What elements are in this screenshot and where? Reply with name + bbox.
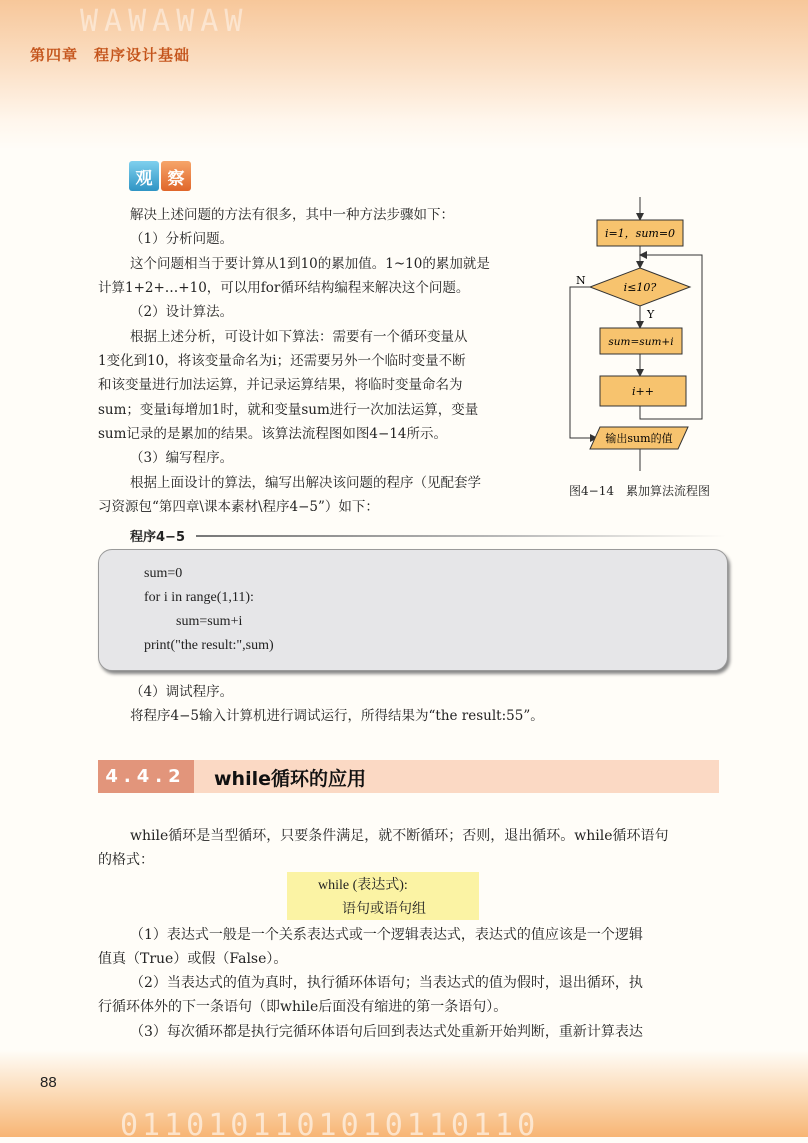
section-title: while循环的应用: [214, 768, 366, 790]
paragraph-line: （2）当表达式的值为真时，执行循环体语句；当表达式的值为假时，退出循环，执: [130, 975, 643, 991]
step-heading: （1）分析问题。: [130, 231, 234, 247]
paragraph-line: 解决上述问题的方法有很多，其中一种方法步骤如下：: [130, 207, 454, 223]
paragraph-line: sum记录的是累加的结果。该算法流程图如图4−14所示。: [98, 426, 448, 442]
flowchart-increment-text: i++: [632, 385, 654, 398]
header-decoration: WAWAWAW: [80, 4, 249, 39]
flowchart-sum-text: sum=sum+i: [608, 336, 674, 348]
step-heading: （3）编写程序。: [130, 450, 234, 466]
paragraph-line: 的格式：: [98, 852, 154, 868]
paragraph-line: 行循环体外的下一条语句（即while后面没有缩进的第一条语句）。: [98, 999, 508, 1015]
flowchart: [560, 195, 730, 480]
code-line: print("the result:",sum): [144, 638, 274, 653]
paragraph-line: 习资源包“第四章\课本素材\程序4−5”）如下：: [98, 499, 379, 515]
page-number: 88: [40, 1074, 57, 1091]
observe-badge-char-1: 观: [129, 161, 159, 191]
section-number: 4.4.2: [98, 760, 194, 793]
code-line: sum=sum+i: [176, 614, 243, 629]
syntax-line-1: while (表达式):: [318, 878, 408, 893]
observe-badge-char-2: 察: [161, 161, 191, 191]
observe-badge: [129, 161, 191, 191]
paragraph-line: 1变化到10，将该变量命名为i；还需要另外一个临时变量不断: [98, 353, 466, 369]
paragraph-line: 根据上面设计的算法，编写出解决该问题的程序（见配套学: [130, 475, 481, 491]
flowchart-yes-label: Y: [647, 308, 655, 321]
step-heading: （4）调试程序。: [130, 684, 234, 700]
paragraph-line: 计算1+2+…+10，可以用for循环结构编程来解决这个问题。: [98, 280, 470, 296]
code-line: for i in range(1,11):: [144, 590, 254, 605]
footer-decoration: 0110101101010110110: [120, 1108, 540, 1143]
program-label: 程序4−5: [130, 530, 185, 545]
syntax-line-2: 语句或语句组: [342, 901, 426, 917]
step-heading: （2）设计算法。: [130, 304, 234, 320]
paragraph-line: 这个问题相当于要计算从1到10的累加值。1~10的累加就是: [130, 256, 490, 272]
code-line: sum=0: [144, 566, 183, 581]
paragraph-line: 根据上述分析，可设计如下算法：需要有一个循环变量从: [130, 329, 468, 345]
paragraph-line: while循环是当型循环，只要条件满足，就不断循环；否则，退出循环。while循环语句: [130, 828, 669, 844]
paragraph-line: sum；变量i每增加1时，就和变量sum进行一次加法运算，变量: [98, 402, 479, 418]
flowchart-condition-text: i≤10?: [623, 281, 657, 294]
flowchart-no-label: N: [576, 274, 586, 287]
flowchart-init-text: i=1，sum=0: [604, 227, 676, 240]
paragraph-line: （1）表达式一般是一个关系表达式或一个逻辑表达式，表达式的值应该是一个逻辑: [130, 927, 643, 943]
flowchart-caption: 图4−14 累加算法流程图: [569, 484, 710, 498]
paragraph-line: 值真（True）或假（False）。: [98, 951, 288, 967]
program-rule: [196, 535, 726, 537]
paragraph-line: 和该变量进行加法运算，并记录运算结果，将临时变量命名为: [98, 377, 463, 393]
chapter-title: 第四章 程序设计基础: [30, 46, 191, 64]
paragraph-line: （3）每次循环都是执行完循环体语句后回到表达式处重新开始判断，重新计算表达: [130, 1024, 643, 1040]
paragraph-line: 将程序4−5输入计算机进行调试运行，所得结果为“the result:55”。: [130, 708, 544, 724]
flowchart-output-text: 输出sum的值: [605, 432, 673, 445]
